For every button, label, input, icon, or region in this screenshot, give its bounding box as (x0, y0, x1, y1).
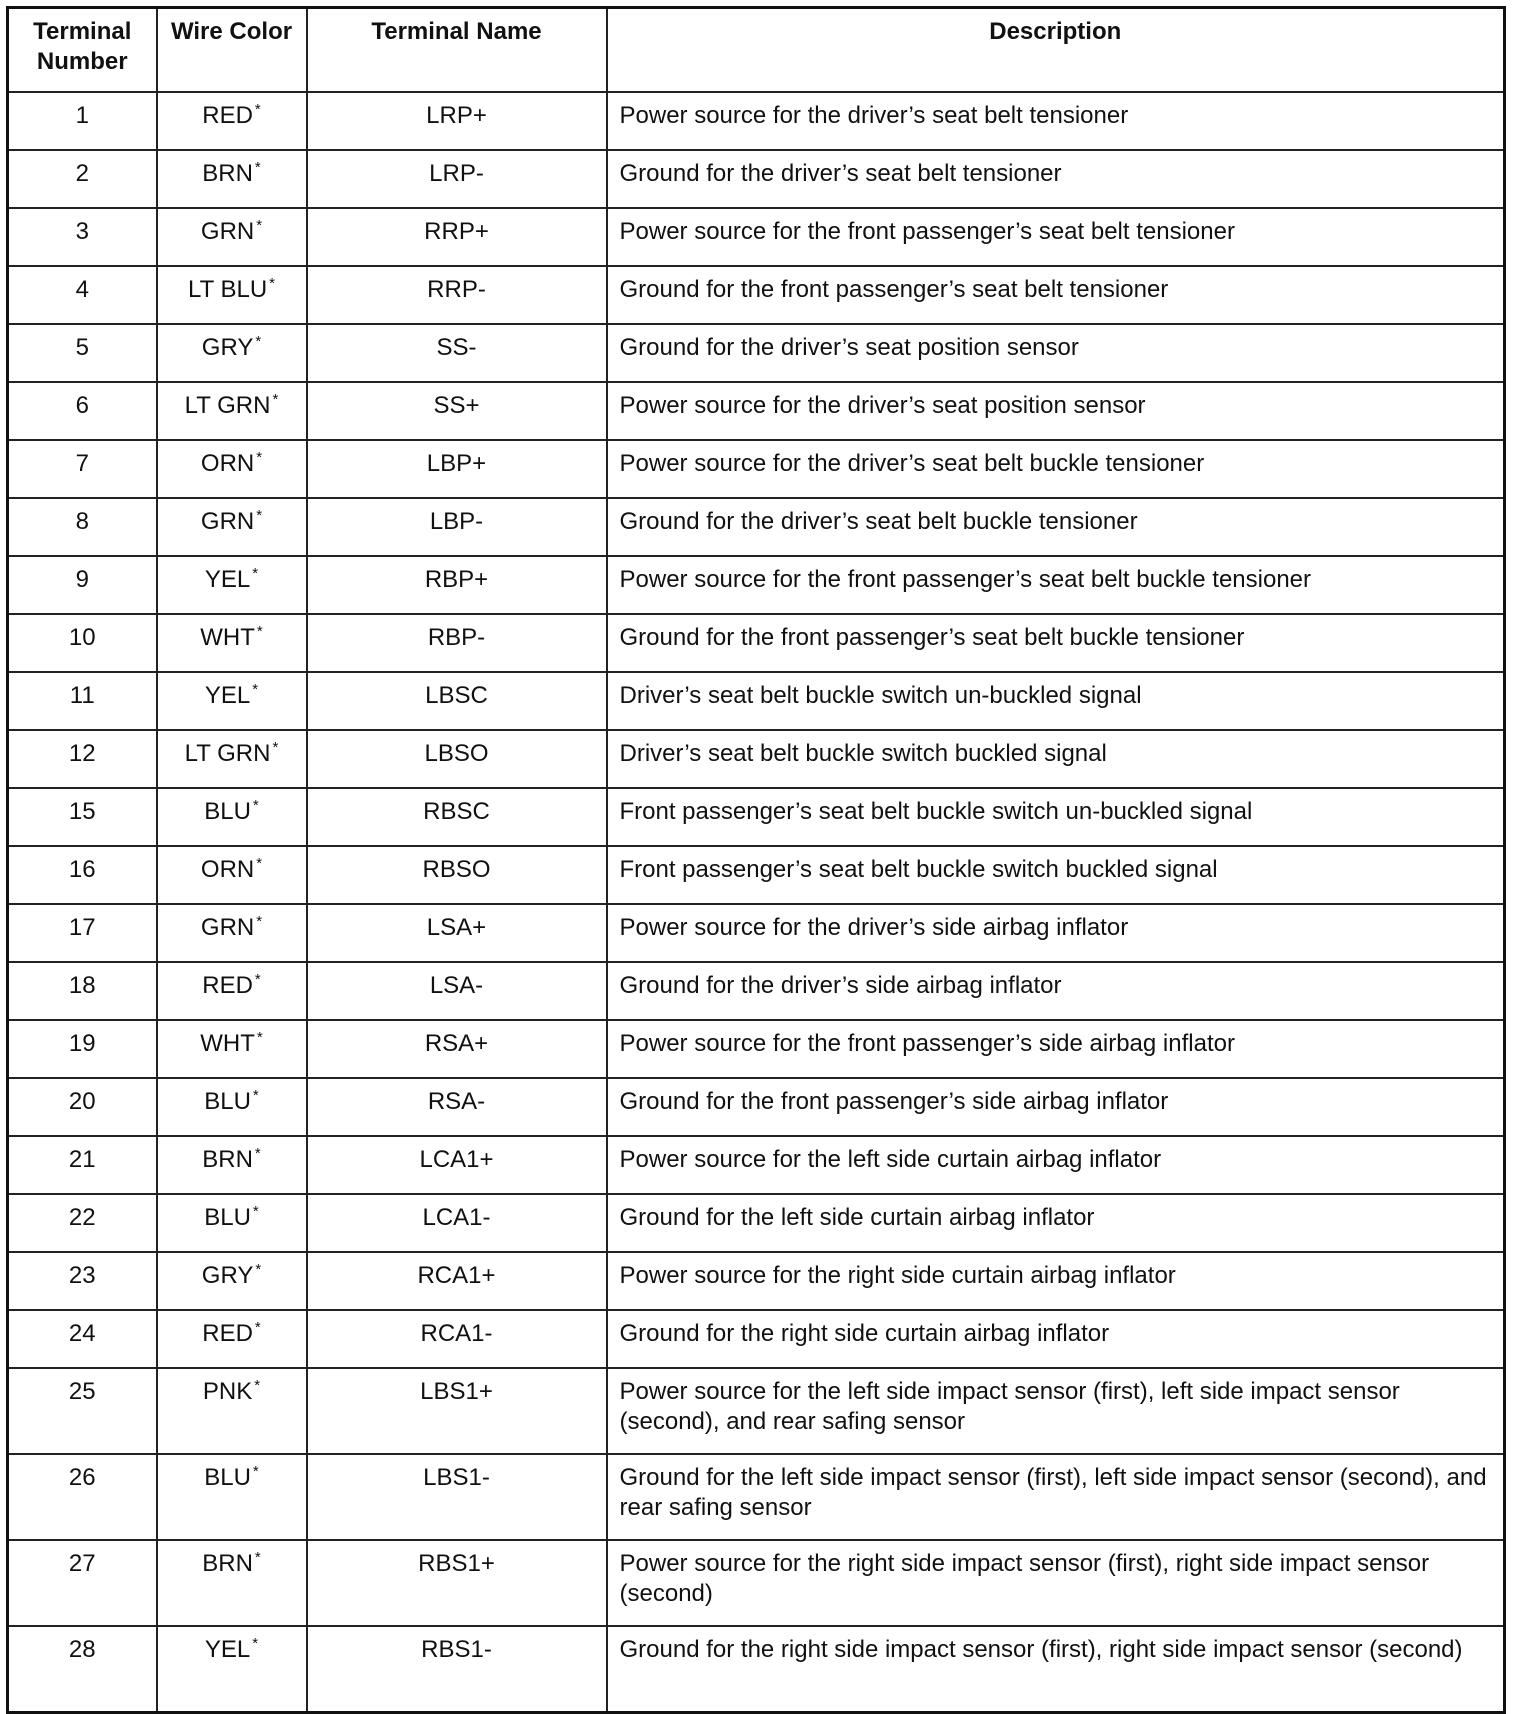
terminal-name-cell: LCA1- (307, 1194, 607, 1252)
terminal-name-cell: LBS1- (307, 1454, 607, 1540)
wire-color-text: YEL (204, 566, 251, 593)
footnote-asterisk: * (252, 1203, 259, 1220)
terminal-name-cell: LBSC (307, 672, 607, 730)
description-cell: Power source for the front passenger’s seat belt tensioner (607, 208, 1505, 266)
table-row (8, 208, 1505, 266)
table-row (8, 1194, 1505, 1252)
wire-color-text: YEL (204, 1636, 251, 1663)
wire-color-text: RED (202, 972, 253, 999)
footnote-asterisk: * (256, 449, 263, 466)
wire-color-cell (157, 382, 307, 440)
terminal-number-cell: 19 (8, 1020, 157, 1078)
terminal-number-cell: 6 (8, 382, 157, 440)
footnote-asterisk: * (256, 507, 263, 524)
description-cell: Power source for the left side curtain airbag inflator (607, 1136, 1505, 1194)
wire-color-cell (157, 904, 307, 962)
table-row (8, 846, 1505, 904)
header-terminal-number: Terminal Number (8, 8, 157, 93)
wire-color-cell (157, 1310, 307, 1368)
footnote-asterisk: * (255, 333, 262, 350)
wire-color-cell (157, 150, 307, 208)
terminal-number-cell: 26 (8, 1454, 157, 1540)
wire-color-cell (157, 92, 307, 150)
footnote-asterisk: * (254, 159, 261, 176)
terminal-number-cell: 18 (8, 962, 157, 1020)
footnote-asterisk: * (256, 913, 263, 930)
table-row (8, 1626, 1505, 1713)
terminal-name-cell: LRP- (307, 150, 607, 208)
table-row (8, 962, 1505, 1020)
table-row (8, 1540, 1505, 1626)
terminal-name-cell: RBP- (307, 614, 607, 672)
table-row (8, 1368, 1505, 1454)
terminal-name-cell: LCA1+ (307, 1136, 607, 1194)
wire-color-text: BLU (204, 1088, 251, 1115)
terminal-number-cell: 10 (8, 614, 157, 672)
footnote-asterisk: * (252, 1635, 259, 1652)
table-row (8, 1310, 1505, 1368)
terminal-name-cell: LBSO (307, 730, 607, 788)
terminal-name-cell: RCA1- (307, 1310, 607, 1368)
wire-color-text: GRN (200, 914, 255, 941)
wire-color-text: ORN (200, 856, 255, 883)
footnote-asterisk: * (252, 1463, 259, 1480)
description-cell: Power source for the front passenger’s seat belt buckle tensioner (607, 556, 1505, 614)
footnote-asterisk: * (254, 1145, 261, 1162)
wire-color-text: BLU (204, 1204, 251, 1231)
table-row (8, 614, 1505, 672)
footnote-asterisk: * (269, 275, 275, 292)
terminal-name-cell: RCA1+ (307, 1252, 607, 1310)
description-cell: Power source for the front passenger’s side airbag inflator (607, 1020, 1505, 1078)
description-cell: Driver’s seat belt buckle switch un-buckled signal (607, 672, 1505, 730)
wire-color-text: GRN (200, 508, 255, 535)
wire-color-text: GRY (201, 334, 254, 361)
terminal-number-cell: 21 (8, 1136, 157, 1194)
terminal-name-cell: LBP- (307, 498, 607, 556)
wire-color-text: LT GRN (184, 392, 271, 419)
terminal-table (6, 6, 1506, 1714)
terminal-name-cell: RBS1- (307, 1626, 607, 1713)
description-cell: Power source for the right side curtain airbag inflator (607, 1252, 1505, 1310)
terminal-number-cell: 2 (8, 150, 157, 208)
wire-color-cell (157, 846, 307, 904)
wire-color-text: ORN (200, 450, 255, 477)
footnote-asterisk: * (254, 1549, 261, 1566)
description-cell: Power source for the driver’s side airbag inflator (607, 904, 1505, 962)
description-cell: Ground for the driver’s seat belt buckle tensioner (607, 498, 1505, 556)
table-body (8, 92, 1505, 1713)
description-cell: Ground for the front passenger’s side airbag inflator (607, 1078, 1505, 1136)
terminal-number-cell: 15 (8, 788, 157, 846)
terminal-number-cell: 3 (8, 208, 157, 266)
wire-color-cell (157, 324, 307, 382)
terminal-number-cell: 24 (8, 1310, 157, 1368)
table-row (8, 92, 1505, 150)
footnote-asterisk: * (254, 1377, 261, 1394)
terminal-number-cell: 23 (8, 1252, 157, 1310)
terminal-name-cell: LRP+ (307, 92, 607, 150)
footnote-asterisk: * (256, 217, 263, 234)
terminal-table-container (6, 6, 1506, 1714)
table-row (8, 1136, 1505, 1194)
terminal-name-cell: LSA+ (307, 904, 607, 962)
terminal-number-cell: 9 (8, 556, 157, 614)
wire-color-text: BRN (202, 160, 253, 187)
terminal-number-cell: 17 (8, 904, 157, 962)
footnote-asterisk: * (272, 739, 279, 756)
terminal-name-cell: RBSC (307, 788, 607, 846)
wire-color-text: BRN (202, 1550, 253, 1577)
wire-color-cell (157, 788, 307, 846)
terminal-name-cell: RSA- (307, 1078, 607, 1136)
wire-color-text: WHT (200, 624, 255, 651)
description-cell: Ground for the driver’s side airbag inflator (607, 962, 1505, 1020)
terminal-name-cell: SS+ (307, 382, 607, 440)
terminal-name-cell: RRP+ (307, 208, 607, 266)
wire-color-cell (157, 1194, 307, 1252)
header-wire-color: Wire Color (157, 8, 307, 93)
description-cell: Ground for the left side impact sensor (first), left side impact sensor (second), and rear safing sensor (607, 1454, 1505, 1540)
terminal-number-cell: 25 (8, 1368, 157, 1454)
wire-color-cell (157, 672, 307, 730)
footnote-asterisk: * (252, 797, 259, 814)
wire-color-text: RED (202, 102, 253, 129)
table-header (8, 8, 1505, 93)
footnote-asterisk: * (254, 1319, 261, 1336)
terminal-number-cell: 28 (8, 1626, 157, 1713)
header-description: Description (607, 8, 1505, 93)
terminal-name-cell: LSA- (307, 962, 607, 1020)
wire-color-cell (157, 556, 307, 614)
description-cell: Ground for the front passenger’s seat belt tensioner (607, 266, 1505, 324)
terminal-number-cell: 5 (8, 324, 157, 382)
footnote-asterisk: * (252, 565, 259, 582)
table-row (8, 1252, 1505, 1310)
table-row (8, 904, 1505, 962)
wire-color-cell (157, 962, 307, 1020)
wire-color-cell (157, 1136, 307, 1194)
table-row (8, 440, 1505, 498)
description-cell: Ground for the right side curtain airbag inflator (607, 1310, 1505, 1368)
description-cell: Ground for the driver’s seat belt tensioner (607, 150, 1505, 208)
wire-color-cell (157, 266, 307, 324)
table-row (8, 788, 1505, 846)
description-cell: Power source for the driver’s seat belt buckle tensioner (607, 440, 1505, 498)
terminal-number-cell: 1 (8, 92, 157, 150)
wire-color-cell (157, 1252, 307, 1310)
wire-color-text: RED (202, 1320, 253, 1347)
footnote-asterisk: * (252, 1087, 259, 1104)
description-cell: Driver’s seat belt buckle switch buckled signal (607, 730, 1505, 788)
table-row (8, 382, 1505, 440)
wire-color-cell (157, 614, 307, 672)
wire-color-text: PNK (202, 1378, 253, 1405)
terminal-name-cell: RBP+ (307, 556, 607, 614)
table-row (8, 672, 1505, 730)
wire-color-text: GRY (201, 1262, 254, 1289)
table-row (8, 150, 1505, 208)
table-row (8, 266, 1505, 324)
table-row (8, 1020, 1505, 1078)
table-row (8, 1078, 1505, 1136)
footnote-asterisk: * (254, 101, 261, 118)
footnote-asterisk: * (254, 971, 261, 988)
footnote-asterisk: * (255, 1261, 262, 1278)
wire-color-cell (157, 1454, 307, 1540)
table-row (8, 498, 1505, 556)
table-row (8, 730, 1505, 788)
wire-color-text: BLU (204, 798, 251, 825)
description-cell: Ground for the right side impact sensor (first), right side impact sensor (second) (607, 1626, 1505, 1713)
footnote-asterisk: * (256, 623, 263, 640)
description-cell: Power source for the left side impact sensor (first), left side impact sensor (second), and rear safing sensor (607, 1368, 1505, 1454)
table-row (8, 556, 1505, 614)
wire-color-cell (157, 1368, 307, 1454)
table-row (8, 324, 1505, 382)
wire-color-text: LT BLU (188, 276, 268, 303)
description-cell: Power source for the driver’s seat belt tensioner (607, 92, 1505, 150)
terminal-number-cell: 4 (8, 266, 157, 324)
header-row (8, 8, 1505, 93)
wire-color-cell (157, 208, 307, 266)
wire-color-text: BRN (202, 1146, 253, 1173)
description-cell: Ground for the front passenger’s seat belt buckle tensioner (607, 614, 1505, 672)
terminal-name-cell: RSA+ (307, 1020, 607, 1078)
wire-color-text: YEL (204, 682, 251, 709)
terminal-name-cell: RBS1+ (307, 1540, 607, 1626)
footnote-asterisk: * (272, 391, 279, 408)
wire-color-cell (157, 1540, 307, 1626)
terminal-number-cell: 11 (8, 672, 157, 730)
description-cell: Power source for the driver’s seat position sensor (607, 382, 1505, 440)
header-terminal-name: Terminal Name (307, 8, 607, 93)
wire-color-text: LT GRN (184, 740, 271, 767)
terminal-number-cell: 20 (8, 1078, 157, 1136)
wire-color-cell (157, 440, 307, 498)
wire-color-cell (157, 1020, 307, 1078)
wire-color-cell (157, 730, 307, 788)
wire-color-text: GRN (200, 218, 255, 245)
terminal-name-cell: RRP- (307, 266, 607, 324)
terminal-name-cell: RBSO (307, 846, 607, 904)
wire-color-cell (157, 1078, 307, 1136)
terminal-number-cell: 12 (8, 730, 157, 788)
wire-color-text: BLU (204, 1464, 251, 1491)
terminal-number-cell: 27 (8, 1540, 157, 1626)
footnote-asterisk: * (256, 855, 263, 872)
terminal-name-cell: SS- (307, 324, 607, 382)
description-cell: Front passenger’s seat belt buckle switch un-buckled signal (607, 788, 1505, 846)
footnote-asterisk: * (256, 1029, 263, 1046)
description-cell: Ground for the left side curtain airbag inflator (607, 1194, 1505, 1252)
description-cell: Power source for the right side impact sensor (first), right side impact sensor (second) (607, 1540, 1505, 1626)
table-row (8, 1454, 1505, 1540)
terminal-number-cell: 8 (8, 498, 157, 556)
wire-color-cell (157, 1626, 307, 1713)
wire-color-text: WHT (200, 1030, 255, 1057)
terminal-name-cell: LBS1+ (307, 1368, 607, 1454)
terminal-number-cell: 16 (8, 846, 157, 904)
description-cell: Ground for the driver’s seat position sensor (607, 324, 1505, 382)
terminal-number-cell: 7 (8, 440, 157, 498)
footnote-asterisk: * (252, 681, 259, 698)
terminal-number-cell: 22 (8, 1194, 157, 1252)
terminal-name-cell: LBP+ (307, 440, 607, 498)
wire-color-cell (157, 498, 307, 556)
description-cell: Front passenger’s seat belt buckle switch buckled signal (607, 846, 1505, 904)
